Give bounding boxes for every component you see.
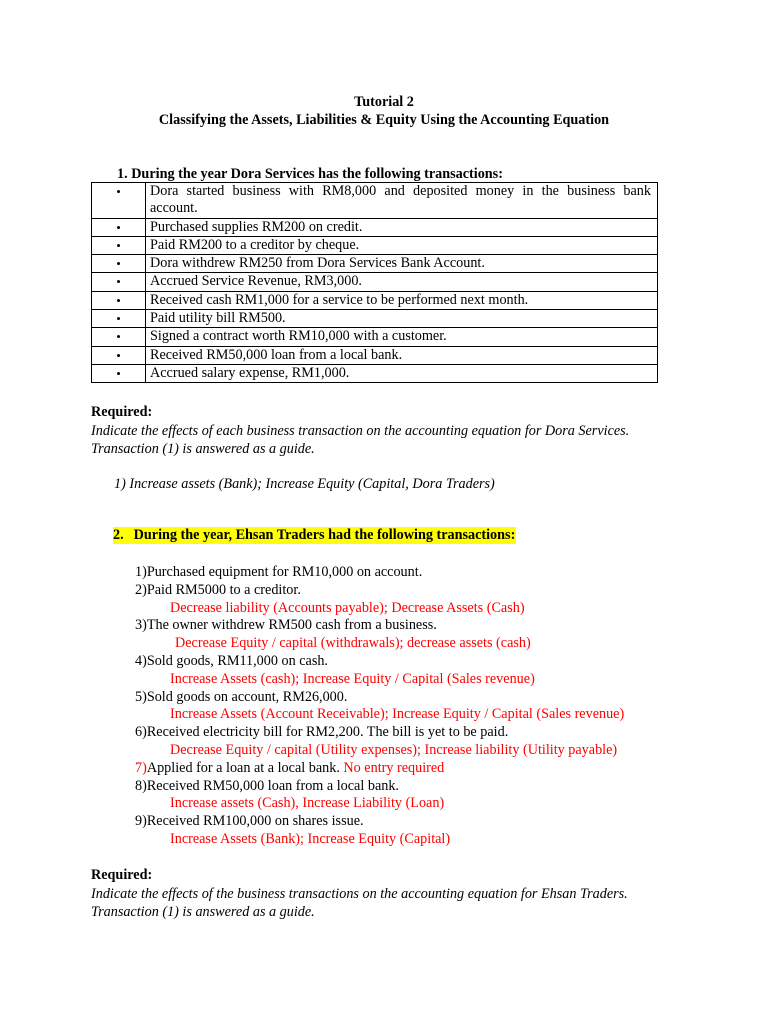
transaction-text: Accrued salary expense, RM1,000.	[146, 364, 658, 382]
bullet-icon: •	[92, 236, 146, 254]
transaction-text: Dora started business with RM8,000 and deposited money in the business bank account.	[146, 183, 658, 219]
bullet-icon: •	[92, 183, 146, 219]
transaction-text: Paid RM200 to a creditor by cheque.	[146, 236, 658, 254]
item-number: 7)	[135, 759, 147, 776]
answer-text: Decrease liability (Accounts payable); Decrease Assets (Cash)	[170, 599, 525, 616]
bullet-icon: •	[92, 218, 146, 236]
bullet-icon: •	[92, 346, 146, 364]
bullet-icon: •	[92, 291, 146, 309]
table-row	[92, 255, 658, 273]
table-row	[92, 183, 658, 219]
list-item: 3)The owner withdrew RM500 cash from a business.	[135, 617, 437, 634]
transaction-text: Signed a contract worth RM10,000 with a customer.	[146, 328, 658, 346]
transaction-text: Received cash RM1,000 for a service to be performed next month.	[146, 291, 658, 309]
question-2-heading	[113, 527, 516, 544]
guide-answer: 1) Increase assets (Bank); Increase Equity (Capital, Dora Traders)	[114, 476, 495, 492]
list-item: 9)Received RM100,000 on shares issue.	[135, 813, 364, 830]
transaction-text: Paid utility bill RM500.	[146, 310, 658, 328]
table-row	[92, 328, 658, 346]
transaction-text: Dora withdrew RM250 from Dora Services Bank Account.	[146, 255, 658, 273]
item-text: Applied for a loan at a local bank.	[146, 759, 340, 776]
table-row	[92, 346, 658, 364]
question-2-items	[135, 564, 624, 849]
list-item	[135, 760, 624, 778]
table-row	[92, 310, 658, 328]
question-1-heading: 1. During the year Dora Services has the following transactions:	[117, 166, 503, 182]
transaction-text: Accrued Service Revenue, RM3,000.	[146, 273, 658, 291]
page-title: Tutorial 2	[354, 94, 414, 110]
list-item: 1)Purchased equipment for RM10,000 on account.	[135, 564, 423, 580]
bullet-icon: •	[92, 255, 146, 273]
bullet-icon: •	[92, 273, 146, 291]
answer-text: Decrease Equity / capital (withdrawals); decrease assets (cash)	[175, 635, 531, 652]
table-row	[92, 236, 658, 254]
required-instructions-2: Indicate the effects of the business transactions on the accounting equation for Ehsan Traders. Transaction (1) is answered as a guide.	[91, 886, 628, 920]
list-item: 8)Received RM50,000 loan from a local bank.	[135, 777, 399, 794]
answer-text: Increase Assets (cash); Increase Equity / Capital (Sales revenue)	[170, 670, 535, 687]
table-row	[92, 364, 658, 382]
answer-text: Decrease Equity / capital (Utility expenses); Increase liability (Utility payable)	[170, 741, 618, 758]
bullet-icon: •	[92, 328, 146, 346]
list-item: 6)Received electricity bill for RM2,200. The bill is yet to be paid.	[135, 724, 509, 741]
page-subtitle: Classifying the Assets, Liabilities & Equity Using the Accounting Equation	[158, 112, 610, 128]
table-row	[92, 273, 658, 291]
required-label-2: Required:	[91, 867, 153, 883]
question-2-number: 2.	[113, 527, 124, 543]
table-row	[92, 218, 658, 236]
bullet-icon: •	[92, 310, 146, 328]
table-row	[92, 291, 658, 309]
inline-answer-text: No entry required	[339, 759, 445, 776]
answer-text: Increase Assets (Bank); Increase Equity (Capital)	[170, 830, 451, 847]
transactions-table	[91, 182, 658, 383]
list-item: 5)Sold goods on account, RM26,000.	[135, 688, 348, 705]
answer-text: Increase Assets (Account Receivable); Increase Equity / Capital (Sales revenue)	[170, 706, 625, 723]
question-2-heading-text: During the year, Ehsan Traders had the following transactions:	[133, 527, 516, 543]
answer-text: Increase assets (Cash), Increase Liability (Loan)	[170, 795, 445, 812]
transaction-text: Received RM50,000 loan from a local bank.	[146, 346, 658, 364]
transaction-text: Purchased supplies RM200 on credit.	[146, 218, 658, 236]
required-label-1: Required:	[91, 404, 153, 420]
list-item: 2)Paid RM5000 to a creditor.	[135, 581, 301, 598]
required-instructions-1: Indicate the effects of each business transaction on the accounting equation for Dora Services. Transaction (1) is answered as a guide.	[91, 423, 630, 457]
bullet-icon: •	[92, 364, 146, 382]
list-item: 4)Sold goods, RM11,000 on cash.	[135, 652, 328, 669]
